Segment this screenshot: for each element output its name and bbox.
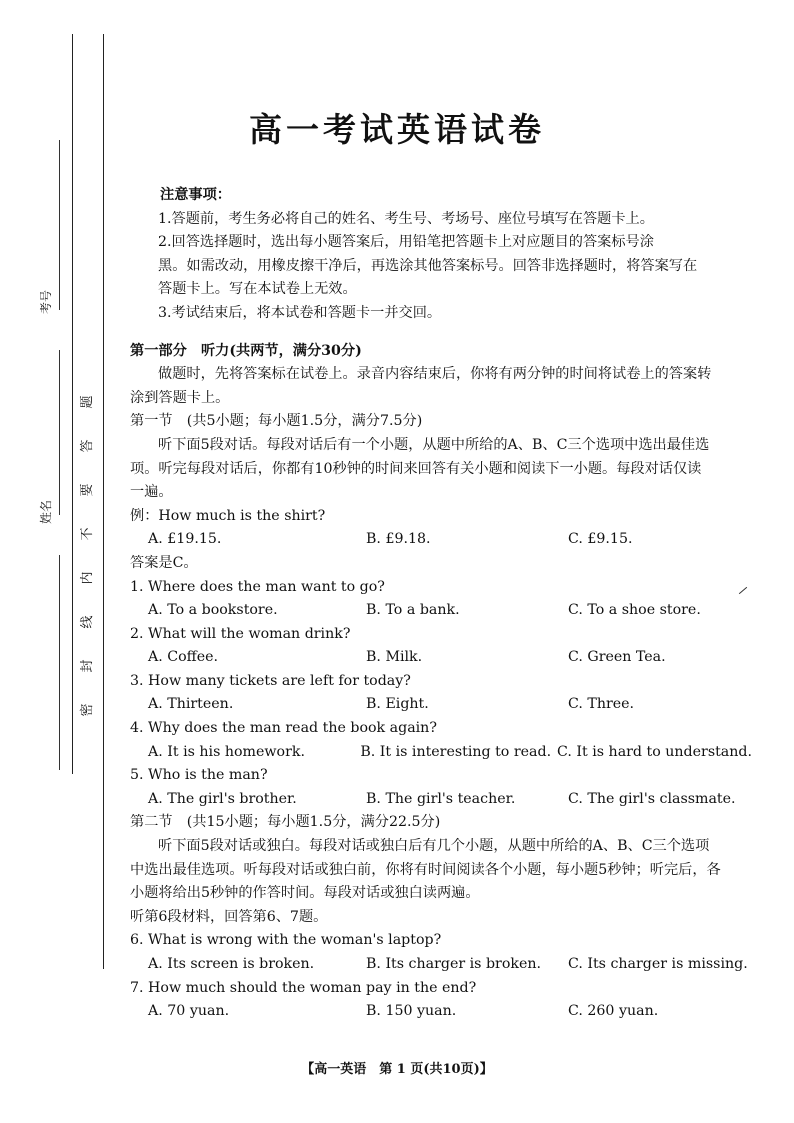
option-c: C. To a shoe store. — [568, 602, 701, 619]
option-b: B. It is interesting to read. — [360, 743, 552, 760]
section1-intro: 一遍。 — [130, 484, 173, 501]
option-a: A. Its screen is broken. — [148, 956, 315, 972]
example-options — [130, 528, 752, 552]
question-options — [130, 788, 752, 812]
option-a: A. To a bookstore. — [148, 602, 278, 619]
part1-heading: 第一部分 听力(共两节，满分30分) — [130, 342, 362, 359]
section1-intro: 听下面5段对话。每段对话后有一个小题，从题中所给的A、B、C三个选项中选出最佳选 — [158, 436, 710, 453]
name-label: 姓名 — [39, 499, 54, 525]
option-a: A. Coffee. — [148, 649, 219, 666]
section1-intro: 项。听完每段对话后，你都有10秒钟的时间来回答有关小题和阅读下一小题。每段对话仅读 — [130, 460, 702, 477]
notice-line: 1.答题前，考生务必将自己的姓名、考生号、考场号、座位号填写在答题卡上。 — [158, 210, 654, 227]
option-c: C. It is hard to understand. — [557, 743, 752, 760]
seal-char: 密 — [80, 703, 95, 717]
exam-content — [130, 184, 752, 1024]
question-options — [130, 741, 752, 765]
question-options — [130, 599, 752, 623]
option-c: C. The girl's classmate. — [568, 790, 736, 807]
notice-line: 答题卡上。写在本试卷上无效。 — [158, 281, 357, 298]
question-text: 2. What will the woman drink? — [130, 625, 351, 642]
question-text: 3. How many tickets are left for today? — [130, 672, 411, 689]
option-a: A. £19.15. — [148, 531, 222, 548]
question-text: 5. Who is the man? — [130, 767, 268, 784]
option-a: A. It is his homework. — [148, 743, 305, 760]
seal-line-text — [78, 380, 100, 732]
notice-line: 3.考试结束后，将本试卷和答题卡一并交回。 — [158, 304, 442, 321]
question-text: 1. Where does the man want to go? — [130, 578, 385, 595]
option-b: B. Eight. — [366, 696, 429, 713]
option-a: A. Thirteen. — [148, 696, 234, 713]
section2-intro: 中选出最佳选项。听每段对话或独白前，你将有时间阅读各个小题，每小题5秒钟；听完后，各 — [130, 861, 721, 878]
question-text: 7. How much should the woman pay in the end? — [130, 979, 477, 996]
section2-intro: 听下面5段对话或独白。每段对话或独白后有几个小题，从题中所给的A、B、C三个选项 — [158, 838, 710, 855]
exam-no-label: 考号 — [39, 289, 54, 315]
option-a: A. 70 yuan. — [148, 1003, 230, 1020]
section2-heading: 第二节 (共15小题；每小题1.5分，满分22.5分) — [130, 814, 441, 831]
question-options — [130, 693, 752, 717]
seal-char: 要 — [80, 483, 95, 497]
section1-heading: 第一节 (共5小题；每小题1.5分，满分7.5分) — [130, 413, 423, 430]
notice-line: 2.回答选择题时，选出每小题答案后，用铅笔把答题卡上对应题目的答案标号涂 — [158, 234, 654, 251]
seal-char: 线 — [80, 615, 95, 629]
option-c: C. Three. — [568, 696, 635, 713]
option-c: C. Its charger is missing. — [568, 956, 748, 972]
notice-heading: 注意事项： — [160, 187, 231, 203]
option-c: C. 260 yuan. — [568, 1003, 659, 1020]
question-options — [130, 646, 752, 670]
material-instruction: 听第6段材料，回答第6、7题。 — [130, 908, 328, 925]
page-footer: 【高一英语 第 1 页(共10页)】 — [301, 1062, 493, 1077]
binding-line-outer — [103, 34, 104, 969]
name-blank — [59, 350, 60, 515]
extra-blank — [59, 555, 60, 770]
option-c: C. Green Tea. — [568, 649, 666, 666]
seal-char: 题 — [80, 395, 95, 409]
part1-intro: 涂到答题卡上。 — [130, 389, 230, 406]
question-text: 6. What is wrong with the woman's laptop? — [130, 932, 442, 949]
option-b: B. 150 yuan. — [366, 1003, 457, 1020]
example-answer: 答案是C。 — [130, 554, 198, 571]
question-options — [130, 1000, 752, 1024]
exam-no-blank — [59, 140, 60, 310]
seal-char: 不 — [80, 527, 95, 541]
option-b: B. The girl's teacher. — [366, 790, 516, 807]
option-b: B. To a bank. — [366, 602, 460, 619]
notice-line — [130, 255, 752, 279]
question-options — [130, 953, 752, 977]
part1-intro: 做题时，先将答案标在试卷上。录音内容结束后，你将有两分钟的时间将试卷上的答案转 — [158, 366, 712, 383]
example-question: 例：How much is the shirt? — [130, 507, 326, 524]
option-b: B. Milk. — [366, 649, 423, 666]
option-b: B. Its charger is broken. — [366, 956, 542, 972]
seal-char: 答 — [80, 439, 95, 453]
option-b: B. £9.18. — [366, 531, 431, 548]
notice-line-text: 黑。如需改动，用橡皮擦干净后，再选涂其他答案标号。回答非选择题时，将答案写在 — [158, 257, 698, 274]
option-a: A. The girl's brother. — [148, 790, 297, 807]
seal-char: 内 — [80, 571, 95, 585]
option-c: C. £9.15. — [568, 531, 633, 548]
question-text: 4. Why does the man read the book again? — [130, 720, 437, 737]
seal-char: 封 — [80, 659, 95, 673]
page-title: 高一考试英语试卷 — [249, 110, 545, 149]
section2-intro: 小题将给出5秒钟的作答时间。每段对话或独白读两遍。 — [130, 885, 480, 902]
